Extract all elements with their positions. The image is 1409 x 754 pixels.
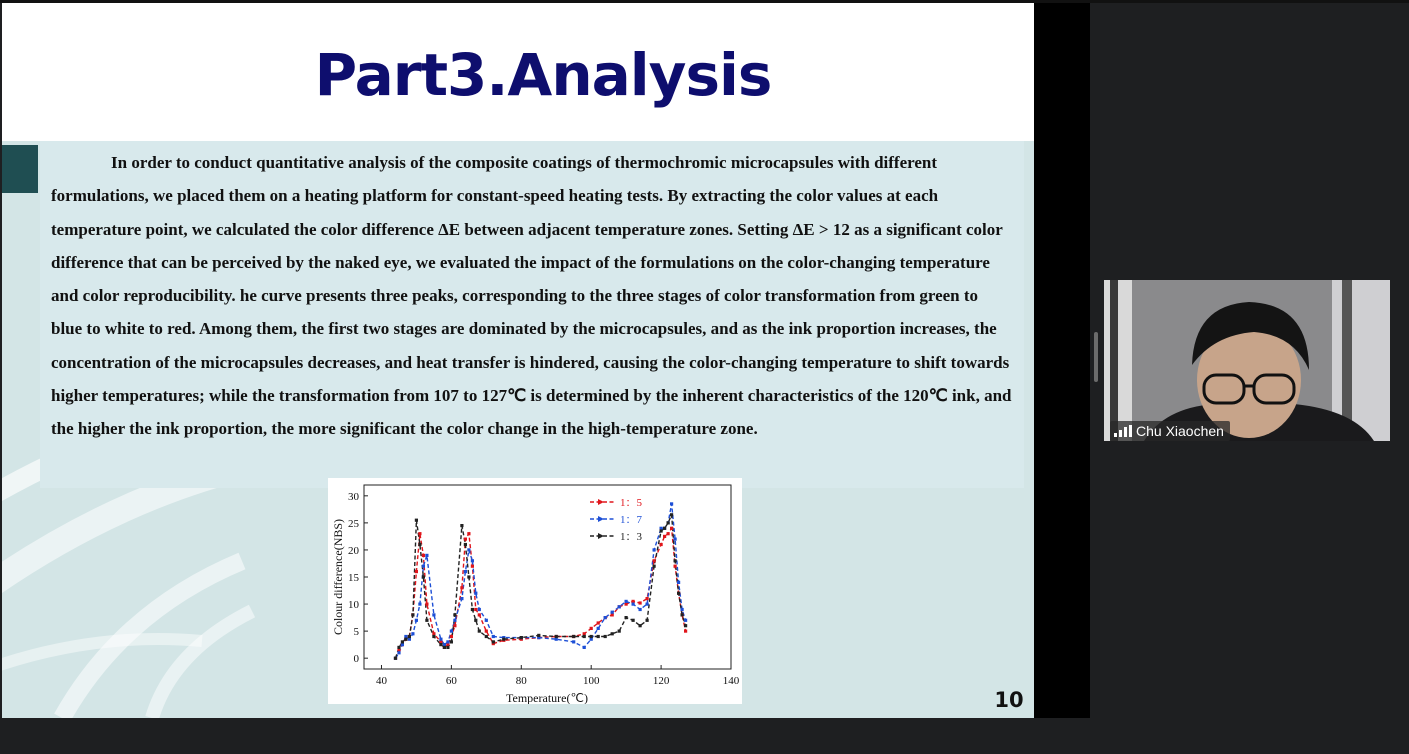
series-point xyxy=(460,524,463,527)
series-point xyxy=(670,527,673,530)
series-point xyxy=(450,630,453,633)
legend-label: 1：7 xyxy=(620,514,642,526)
panel-resize-handle[interactable] xyxy=(1094,332,1098,382)
series-point xyxy=(478,608,481,611)
series-point xyxy=(618,605,621,608)
chart-figure xyxy=(328,478,742,704)
series-point xyxy=(663,527,666,530)
series-point xyxy=(674,559,677,562)
series-point xyxy=(467,575,470,578)
series-point xyxy=(422,565,425,568)
slide-header xyxy=(2,3,1034,141)
series-point xyxy=(408,635,411,638)
series-point xyxy=(450,640,453,643)
series-point xyxy=(432,635,435,638)
series-point xyxy=(639,624,642,627)
series-point xyxy=(418,543,421,546)
series-point xyxy=(464,538,467,541)
participant-name: Chu Xiaochen xyxy=(1136,423,1224,439)
series-line xyxy=(396,515,686,658)
slide-accent-block xyxy=(2,145,38,193)
presentation-slide xyxy=(2,3,1034,718)
series-point xyxy=(681,613,684,616)
series-point xyxy=(425,554,428,557)
x-tick-label: 40 xyxy=(375,675,387,687)
y-tick-label: 10 xyxy=(348,599,359,612)
series-point xyxy=(446,640,449,643)
x-axis-ticks xyxy=(376,665,740,687)
x-tick-label: 120 xyxy=(652,675,670,687)
series-point xyxy=(590,627,593,630)
legend-label: 1：3 xyxy=(620,531,642,543)
series-point xyxy=(677,581,680,584)
series-point xyxy=(453,619,456,622)
series-point xyxy=(401,640,404,643)
series-point xyxy=(537,634,540,637)
series-point xyxy=(572,640,575,643)
series-point xyxy=(415,519,418,522)
series-point xyxy=(653,548,656,551)
y-axis-ticks xyxy=(348,491,368,665)
series-point xyxy=(604,616,607,619)
legend-marker xyxy=(598,499,604,505)
y-tick-label: 5 xyxy=(353,626,359,639)
series-point xyxy=(684,619,687,622)
series-point xyxy=(474,608,477,611)
series-point xyxy=(677,592,680,595)
series-point xyxy=(597,627,600,630)
series-point xyxy=(485,635,488,638)
series-point xyxy=(411,632,414,635)
chart-legend xyxy=(590,497,642,543)
series-point xyxy=(485,619,488,622)
x-tick-label: 100 xyxy=(582,675,600,687)
series-point xyxy=(422,575,425,578)
series-point xyxy=(597,635,600,638)
series-point xyxy=(485,630,488,633)
series-point xyxy=(439,643,442,646)
series-point xyxy=(464,570,467,573)
slide-body-text: In order to conduct quantitative analysis of the composite coatings of thermochromic microcapsules with different formulations, we placed them on a heating platform for constant-speed heating tests. By extracting the color values at each temperature point, we calculated the color difference ΔE between adjacent temperature zones. Setting ΔE > 12 as a significant color difference that can be perceived by the naked eye, we evaluated the impact of the formulations on the color-changing temperature and color reproducibility. he curve presents three peaks, corresponding to the three stages of color transformation from green to blue to white to red. Among them, the first two stages are dominated by the microcapsules, and as the ink proportion increases, the concentration of the microcapsules decreases, and heat transfer is hindered, causing the color-changing temperature to shift towards higher temperatures; while the transformation from 107 to 127℃ is determined by the inherent characteristics of the 120℃ ink, and the higher the ink proportion, the more significant the color change in the high-temperature zone. xyxy=(51,153,1012,439)
series-point xyxy=(653,565,656,568)
series-point xyxy=(492,635,495,638)
series-point xyxy=(590,635,593,638)
series-point xyxy=(422,554,425,557)
series-point xyxy=(660,543,663,546)
series-point xyxy=(625,616,628,619)
series-point xyxy=(639,601,642,604)
series-point xyxy=(415,619,418,622)
series-point xyxy=(443,643,446,646)
series-point xyxy=(611,632,614,635)
series-point xyxy=(684,630,687,633)
series-point xyxy=(520,636,523,639)
y-tick-label: 15 xyxy=(348,572,359,584)
series-point xyxy=(653,559,656,562)
series-point xyxy=(404,638,407,641)
series-point xyxy=(425,619,428,622)
series-point xyxy=(670,502,673,505)
series-point xyxy=(618,630,621,633)
series-point xyxy=(632,619,635,622)
series-point xyxy=(471,608,474,611)
series-point xyxy=(418,603,421,606)
series-point xyxy=(460,586,463,589)
x-tick-label: 140 xyxy=(722,675,740,687)
series-point xyxy=(502,638,505,641)
slide-title: Part3.Analysis xyxy=(314,41,772,109)
y-tick-label: 25 xyxy=(348,517,359,530)
participant-video xyxy=(1104,280,1390,441)
series-point xyxy=(674,538,677,541)
series-point xyxy=(667,532,670,535)
series-point xyxy=(394,657,397,660)
x-axis-label: Temperature(℃) xyxy=(506,691,588,704)
series-point xyxy=(660,529,663,532)
series-point xyxy=(492,640,495,643)
x-tick-label: 80 xyxy=(515,675,527,687)
legend-marker xyxy=(598,516,604,522)
series-point xyxy=(446,646,449,649)
series-point xyxy=(467,548,470,551)
signal-bars-icon xyxy=(1114,425,1132,437)
series-point xyxy=(450,635,453,638)
series-point xyxy=(453,613,456,616)
y-tick-label: 30 xyxy=(348,490,359,503)
series-point xyxy=(478,613,481,616)
series-point xyxy=(674,565,677,568)
series-point xyxy=(478,630,481,633)
series-point xyxy=(439,638,442,641)
y-axis-label: Colour difference(NBS) xyxy=(331,518,345,636)
series-point xyxy=(681,608,684,611)
series-point xyxy=(667,521,670,524)
series-point xyxy=(418,532,421,535)
legend-marker xyxy=(598,533,604,539)
series-point xyxy=(411,613,414,616)
series-point xyxy=(646,619,649,622)
series-point xyxy=(646,597,649,600)
series-point xyxy=(597,621,600,624)
series-point xyxy=(397,651,400,654)
series-point xyxy=(639,608,642,611)
x-tick-label: 60 xyxy=(445,675,457,687)
colour-difference-chart xyxy=(328,478,742,704)
legend-label: 1：5 xyxy=(620,497,642,509)
presentation-side-panel xyxy=(1034,3,1090,718)
series-point xyxy=(453,624,456,627)
series-point xyxy=(604,635,607,638)
series-point xyxy=(471,559,474,562)
y-tick-label: 0 xyxy=(353,653,359,666)
series-points xyxy=(394,502,687,660)
series-point xyxy=(670,513,673,516)
slide-text-box xyxy=(40,141,1024,488)
series-point xyxy=(572,635,575,638)
series-point xyxy=(583,635,586,638)
series-point xyxy=(555,635,558,638)
plot-frame xyxy=(364,485,731,669)
series-point xyxy=(611,611,614,614)
participant-video-tile[interactable] xyxy=(1104,280,1390,441)
series-point xyxy=(646,603,649,606)
series-point xyxy=(474,592,477,595)
y-tick-label: 20 xyxy=(348,544,359,557)
series-point xyxy=(663,535,666,538)
series-lines xyxy=(396,504,686,658)
series-point xyxy=(425,603,428,606)
participant-name-tag xyxy=(1110,421,1230,441)
series-point xyxy=(415,570,418,573)
series-point xyxy=(460,597,463,600)
series-point xyxy=(397,646,400,649)
series-line xyxy=(396,504,686,658)
series-point xyxy=(471,565,474,568)
slide-page-number: 10 xyxy=(994,688,1024,712)
series-point xyxy=(684,624,687,627)
series-line xyxy=(396,528,686,658)
series-point xyxy=(464,543,467,546)
series-point xyxy=(583,646,586,649)
series-point xyxy=(467,532,470,535)
series-point xyxy=(432,613,435,616)
meeting-bottom-bar xyxy=(0,718,1409,754)
series-point xyxy=(632,603,635,606)
series-point xyxy=(443,646,446,649)
series-point xyxy=(625,600,628,603)
series-point xyxy=(474,619,477,622)
